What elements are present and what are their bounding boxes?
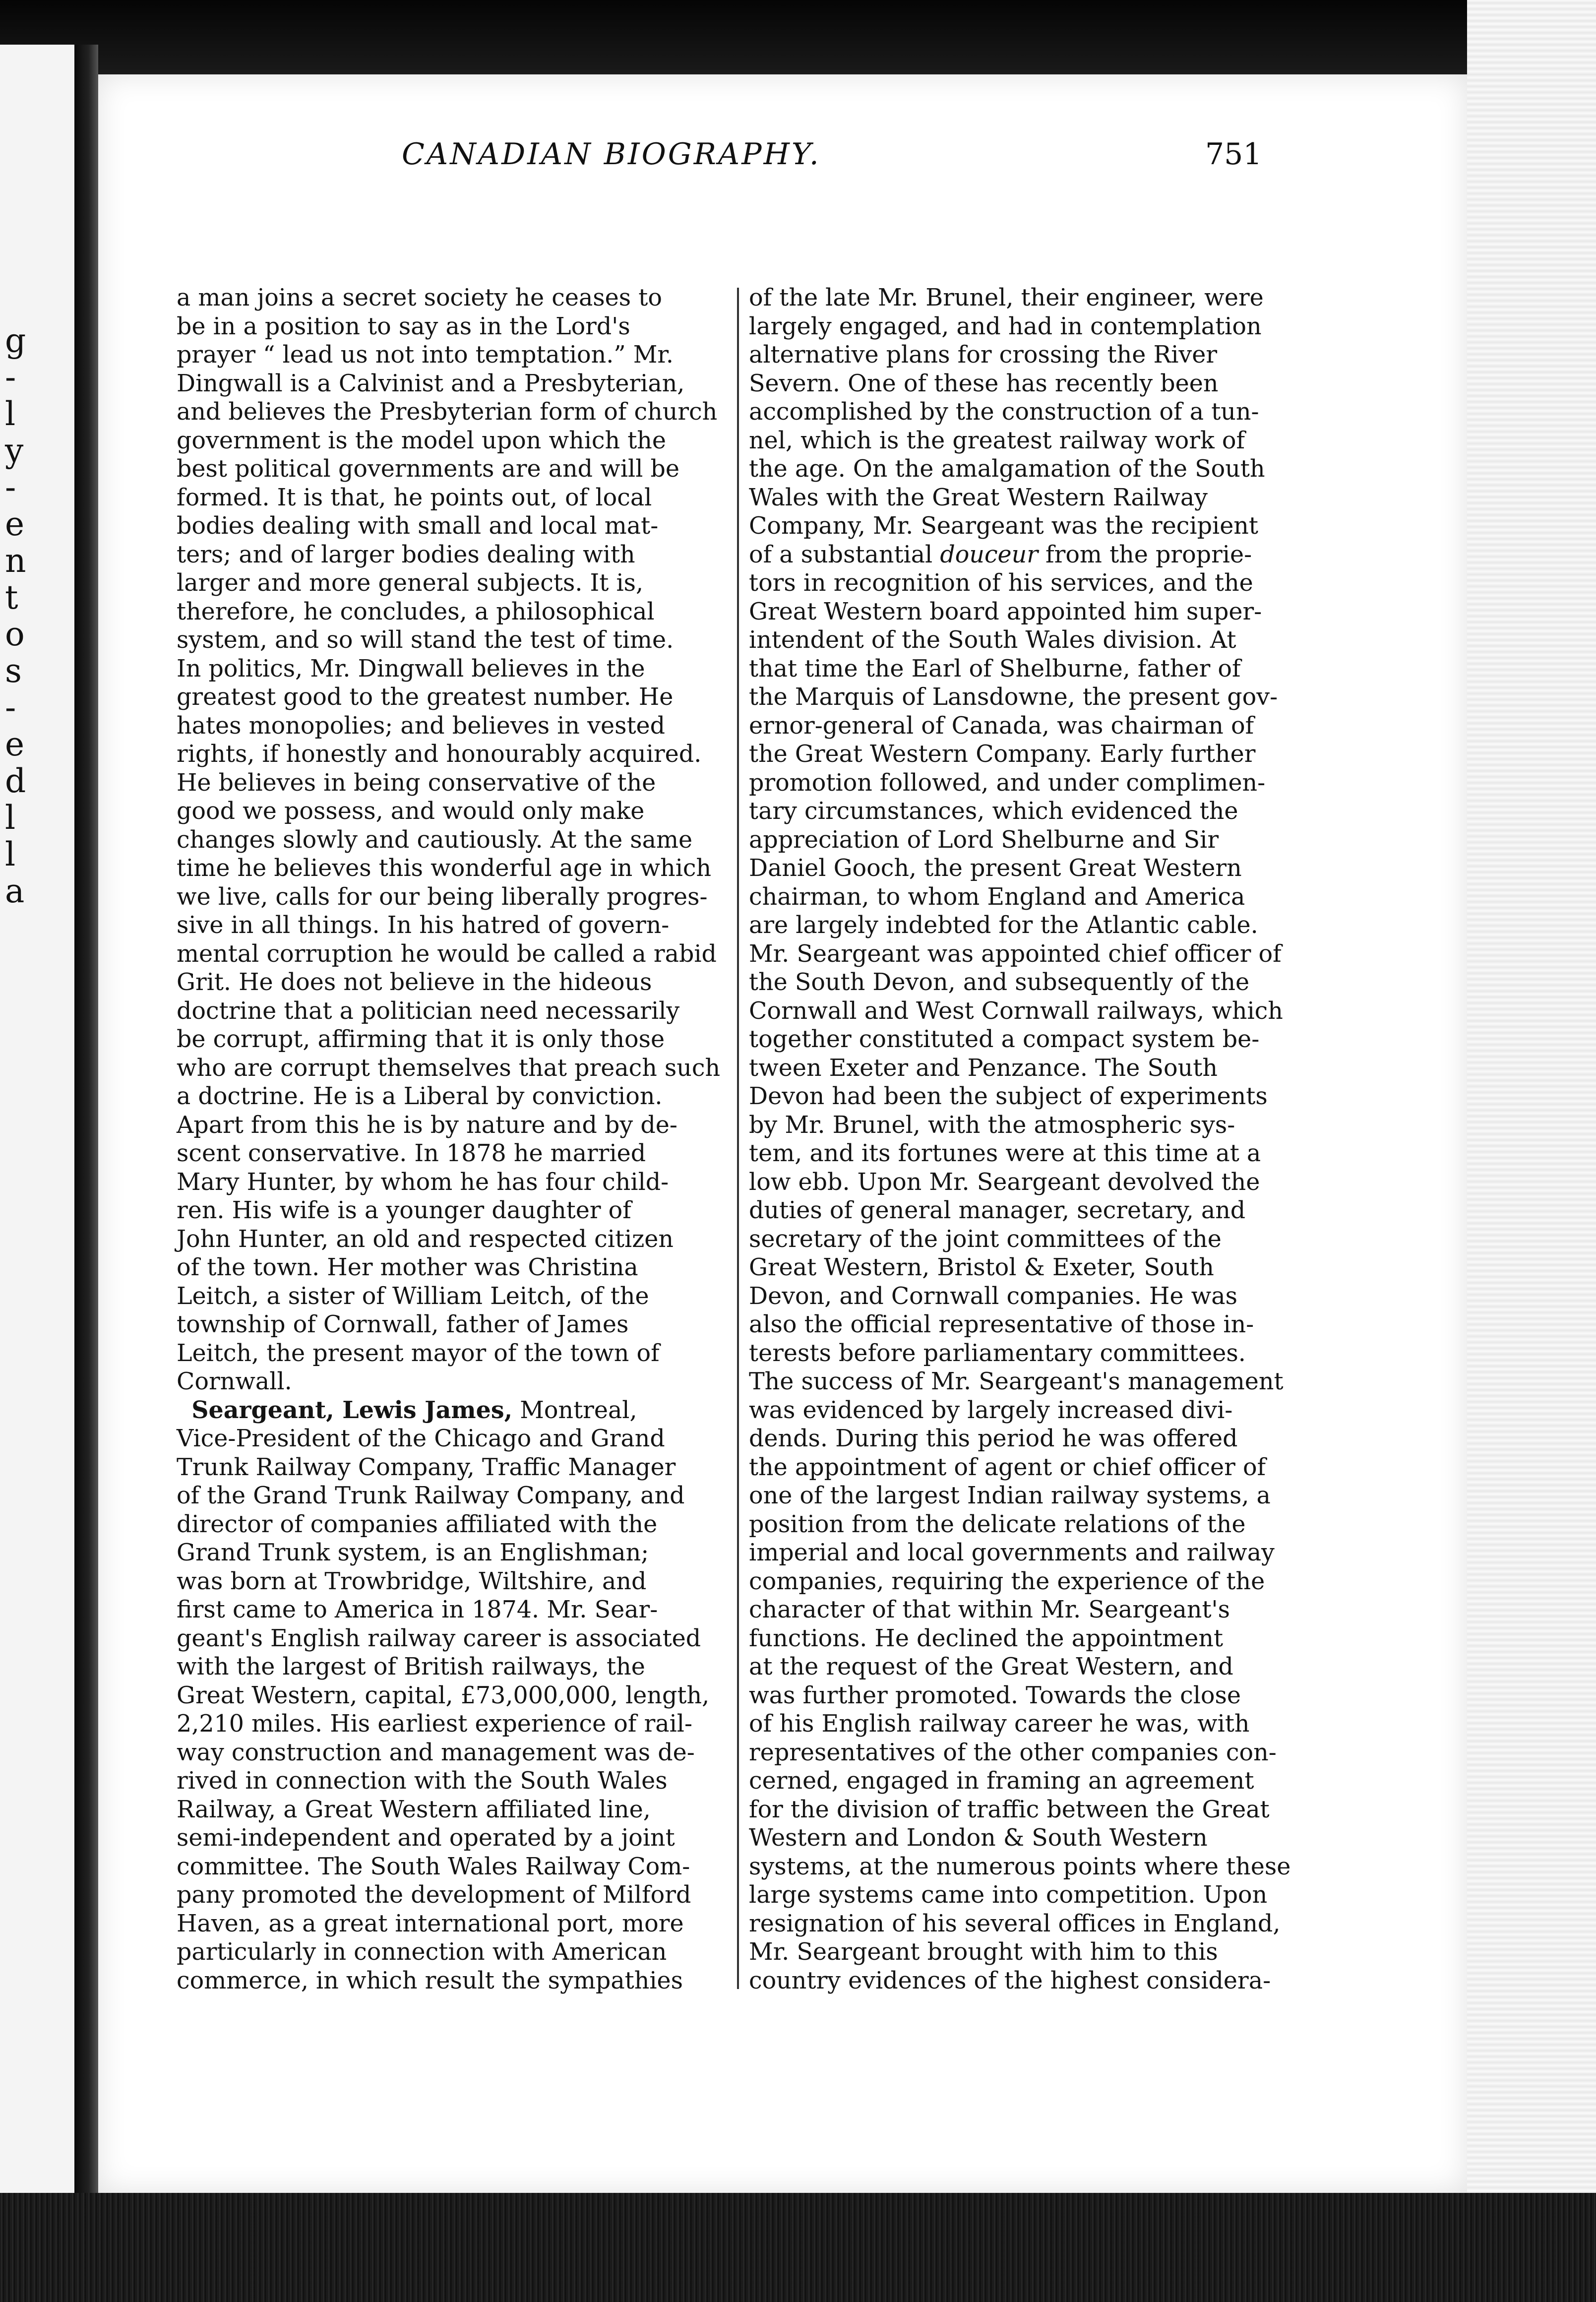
text-line: Western and London & South Western (749, 1824, 1208, 1852)
text-line: geant's English railway career is associated (177, 1624, 701, 1652)
text-line: the age. On the amalgamation of the South (749, 455, 1265, 483)
text-line: by Mr. Brunel, with the atmospheric sys- (749, 1111, 1235, 1139)
text-line: Severn. One of these has recently been (749, 370, 1219, 397)
text-line: Grand Trunk system, is an Englishman; (177, 1539, 649, 1566)
entry-body (177, 1425, 750, 1995)
text-line: time he believes this wonderful age in which (177, 855, 712, 882)
margin-fragment: l (5, 395, 16, 433)
text-line: also the official representative of those in- (749, 1311, 1254, 1338)
text-line-douceur (749, 541, 1322, 569)
text-line: government is the model upon which the (177, 427, 666, 454)
text-line: formed. It is that, he points out, of local (177, 484, 652, 511)
margin-fragment: o (5, 615, 25, 653)
entry-first-line (177, 1396, 750, 1425)
text-line: Mr. Seargeant was appointed chief officer of (749, 940, 1282, 968)
facing-page-edge (0, 45, 74, 2237)
margin-fragment: e (5, 725, 25, 763)
scan-top-border (0, 0, 1596, 74)
page-number: 751 (1205, 137, 1262, 172)
margin-fragment: d (5, 762, 26, 800)
text-line: Leitch, a sister of William Leitch, of the (177, 1282, 649, 1310)
text-line: position from the delicate relations of the (749, 1510, 1246, 1538)
margin-fragment: l (5, 835, 16, 873)
text-line: be corrupt, affirming that it is only those (177, 1026, 665, 1053)
text-line: for the division of traffic between the Great (749, 1796, 1270, 1823)
text-line: ters; and of larger bodies dealing with (177, 541, 635, 568)
text-line: Mary Hunter, by whom he has four child- (177, 1168, 669, 1196)
text-line: the appointment of agent or chief officer of (749, 1453, 1266, 1481)
text-line: Daniel Gooch, the present Great Western (749, 855, 1242, 882)
text-line: doctrine that a politician need necessarily (177, 997, 680, 1025)
margin-fragment: t (5, 578, 18, 617)
text-line: Railway, a Great Western affiliated line, (177, 1796, 651, 1823)
seargeant-entry (177, 1396, 750, 1995)
text-line: The success of Mr. Seargeant's management (749, 1368, 1284, 1395)
margin-fragment: n (5, 542, 26, 580)
text-line: mental corruption he would be called a rabid (177, 940, 717, 968)
text-line: the Great Western Company. Early further (749, 741, 1256, 768)
text-line: and believes the Presbyterian form of church (177, 398, 718, 426)
text-line: dends. During this period he was offered (749, 1425, 1238, 1452)
text-line: bodies dealing with small and local mat- (177, 512, 659, 540)
text-line: that time the Earl of Shelburne, father of (749, 655, 1241, 683)
text-line: ren. His wife is a younger daughter of (177, 1197, 631, 1224)
text-line: at the request of the Great Western, and (749, 1653, 1233, 1680)
text-line: alternative plans for crossing the River (749, 341, 1218, 369)
text-span: of a substantial (749, 541, 940, 568)
text-line: accomplished by the construction of a tun- (749, 398, 1259, 426)
text-line: Apart from this he is by nature and by de- (177, 1111, 677, 1139)
text-line: way construction and management was de- (177, 1739, 695, 1766)
text-line: of the Grand Trunk Railway Company, and (177, 1482, 685, 1509)
text-line: nel, which is the greatest railway work of (749, 427, 1245, 454)
text-line: terests before parliamentary committees. (749, 1339, 1246, 1367)
text-line: we live, calls for our being liberally progres- (177, 883, 708, 911)
text-line: imperial and local governments and railway (749, 1539, 1275, 1566)
text-line: hates monopolies; and believes in vested (177, 712, 666, 740)
margin-fragment: - (5, 468, 16, 506)
text-line: appreciation of Lord Shelburne and Sir (749, 826, 1219, 854)
text-line: ernor-general of Canada, was chairman of (749, 712, 1254, 740)
text-line: Company, Mr. Seargeant was the recipient (749, 512, 1258, 540)
entry-name: Seargeant, Lewis James, (191, 1396, 513, 1424)
text-line: In politics, Mr. Dingwall believes in the (177, 655, 645, 683)
right-column (749, 284, 1322, 1995)
text-line: changes slowly and cautiously. At the same (177, 826, 693, 854)
text-line: intendent of the South Wales division. At (749, 626, 1236, 654)
left-column (177, 284, 750, 1995)
text-line: duties of general manager, secretary, and (749, 1197, 1246, 1224)
text-line: was evidenced by largely increased divi- (749, 1396, 1233, 1424)
text-line: a man joins a secret society he ceases to (177, 284, 662, 311)
text-line: Great Western, capital, £73,000,000, length, (177, 1681, 710, 1709)
text-line: larger and more general subjects. It is, (177, 569, 644, 597)
text-line: township of Cornwall, father of James (177, 1311, 629, 1338)
text-line: large systems came into competition. Upon (749, 1881, 1268, 1909)
text-line: Vice-President of the Chicago and Grand (177, 1425, 665, 1452)
text-line: Mr. Seargeant brought with him to this (749, 1938, 1218, 1966)
text-line: of the late Mr. Brunel, their engineer, were (749, 284, 1264, 311)
text-line: one of the largest Indian railway systems, a (749, 1482, 1271, 1509)
text-line: Cornwall and West Cornwall railways, which (749, 997, 1283, 1025)
text-line: Great Western, Bristol & Exeter, South (749, 1254, 1214, 1281)
right-text-b (749, 569, 1322, 1995)
text-line: Leitch, the present mayor of the town of (177, 1339, 660, 1367)
text-line: director of companies affiliated with the (177, 1510, 658, 1538)
text-line: be in a position to say as in the Lord's (177, 312, 630, 340)
text-line: Great Western board appointed him super- (749, 598, 1262, 625)
right-text-a (749, 284, 1322, 541)
text-line: together constituted a compact system be- (749, 1026, 1260, 1053)
text-line: Grit. He does not believe in the hideous (177, 969, 652, 996)
text-line: was born at Trowbridge, Wiltshire, and (177, 1567, 647, 1595)
text-line: Devon had been the subject of experiments (749, 1083, 1268, 1110)
text-line: commerce, in which result the sympathies (177, 1967, 683, 1994)
text-line: Dingwall is a Calvinist and a Presbyterian, (177, 370, 685, 397)
text-line: tween Exeter and Penzance. The South (749, 1054, 1218, 1082)
text-line: semi-independent and operated by a joint (177, 1824, 675, 1852)
text-line: representatives of the other companies con- (749, 1739, 1277, 1766)
text-line: scent conservative. In 1878 he married (177, 1140, 646, 1167)
text-line: are largely indebted for the Atlantic cable. (749, 912, 1258, 939)
text-line: tem, and its fortunes were at this time at a (749, 1140, 1261, 1167)
scan-right-border (1467, 0, 1596, 2302)
scan-bottom-border (0, 2193, 1596, 2302)
margin-fragment: g (5, 321, 26, 360)
text-line: Devon, and Cornwall companies. He was (749, 1282, 1237, 1310)
text-line: best political governments are and will be (177, 455, 680, 483)
text-line: low ebb. Upon Mr. Seargeant devolved the (749, 1168, 1260, 1196)
text-line: systems, at the numerous points where these (749, 1853, 1291, 1880)
margin-fragment: l (5, 799, 16, 837)
text-line: rived in connection with the South Wales (177, 1767, 668, 1795)
entry-location: Montreal, (512, 1396, 637, 1424)
text-line: character of that within Mr. Seargeant's (749, 1596, 1230, 1623)
margin-fragment: y (5, 432, 24, 470)
text-line: greatest good to the greatest number. He (177, 684, 674, 711)
text-line: Haven, as a great international port, more (177, 1910, 684, 1937)
text-line: was further promoted. Towards the close (749, 1681, 1241, 1709)
text-line: cerned, engaged in framing an agreement (749, 1767, 1254, 1795)
margin-fragment: a (5, 872, 25, 910)
text-line: secretary of the joint committees of the (749, 1225, 1222, 1253)
text-line: sive in all things. In his hatred of govern- (177, 912, 670, 939)
text-line: companies, requiring the experience of the (749, 1567, 1265, 1595)
text-line: tary circumstances, which evidenced the (749, 798, 1238, 825)
text-line: country evidences of the highest considera- (749, 1967, 1271, 1994)
text-line: who are corrupt themselves that preach such (177, 1054, 721, 1082)
text-line: prayer “ lead us not into temptation.” Mr. (177, 341, 674, 369)
text-line: pany promoted the development of Milford (177, 1881, 691, 1909)
text-line: with the largest of British railways, the (177, 1653, 645, 1680)
text-line: committee. The South Wales Railway Com- (177, 1853, 690, 1880)
text-line: Trunk Railway Company, Traffic Manager (177, 1453, 676, 1481)
book-spine-shadow (74, 45, 98, 2237)
margin-fragment: - (5, 688, 16, 727)
text-line: the Marquis of Lansdowne, the present gov- (749, 684, 1278, 711)
text-line: rights, if honestly and honourably acquired. (177, 741, 702, 768)
text-line: therefore, he concludes, a philosophical (177, 598, 655, 625)
margin-fragment: s (5, 652, 22, 690)
text-line: of his English railway career he was, with (749, 1710, 1250, 1738)
running-header-title: CANADIAN BIOGRAPHY. (402, 137, 821, 172)
text-line: the South Devon, and subsequently of the (749, 969, 1250, 996)
text-line: chairman, to whom England and America (749, 883, 1245, 911)
text-line: He believes in being conservative of the (177, 769, 656, 797)
text-line: first came to America in 1874. Mr. Sear- (177, 1596, 658, 1623)
dingwall-paragraph-end (177, 284, 750, 1396)
text-line: largely engaged, and had in contemplation (749, 312, 1262, 340)
text-line: Wales with the Great Western Railway (749, 484, 1208, 511)
text-line: Cornwall. (177, 1368, 292, 1395)
text-line: system, and so will stand the test of time. (177, 626, 674, 654)
text-line: a doctrine. He is a Liberal by conviction. (177, 1083, 663, 1110)
text-line: good we possess, and would only make (177, 798, 645, 825)
text-line: resignation of his several offices in England, (749, 1910, 1281, 1937)
margin-fragment: - (5, 358, 16, 396)
text-line: promotion followed, and under complimen- (749, 769, 1266, 797)
text-span: from the proprie- (1038, 541, 1252, 568)
facing-page-fragments (5, 322, 35, 910)
text-line: particularly in connection with American (177, 1938, 667, 1966)
italic-term: douceur (940, 541, 1038, 568)
text-line: tors in recognition of his services, and the (749, 569, 1253, 597)
text-line: functions. He declined the appointment (749, 1624, 1224, 1652)
text-line: John Hunter, an old and respected citizen (177, 1225, 674, 1253)
margin-fragment: e (5, 505, 25, 543)
text-line: of the town. Her mother was Christina (177, 1254, 638, 1281)
text-line: 2,210 miles. His earliest experience of rail- (177, 1710, 693, 1738)
